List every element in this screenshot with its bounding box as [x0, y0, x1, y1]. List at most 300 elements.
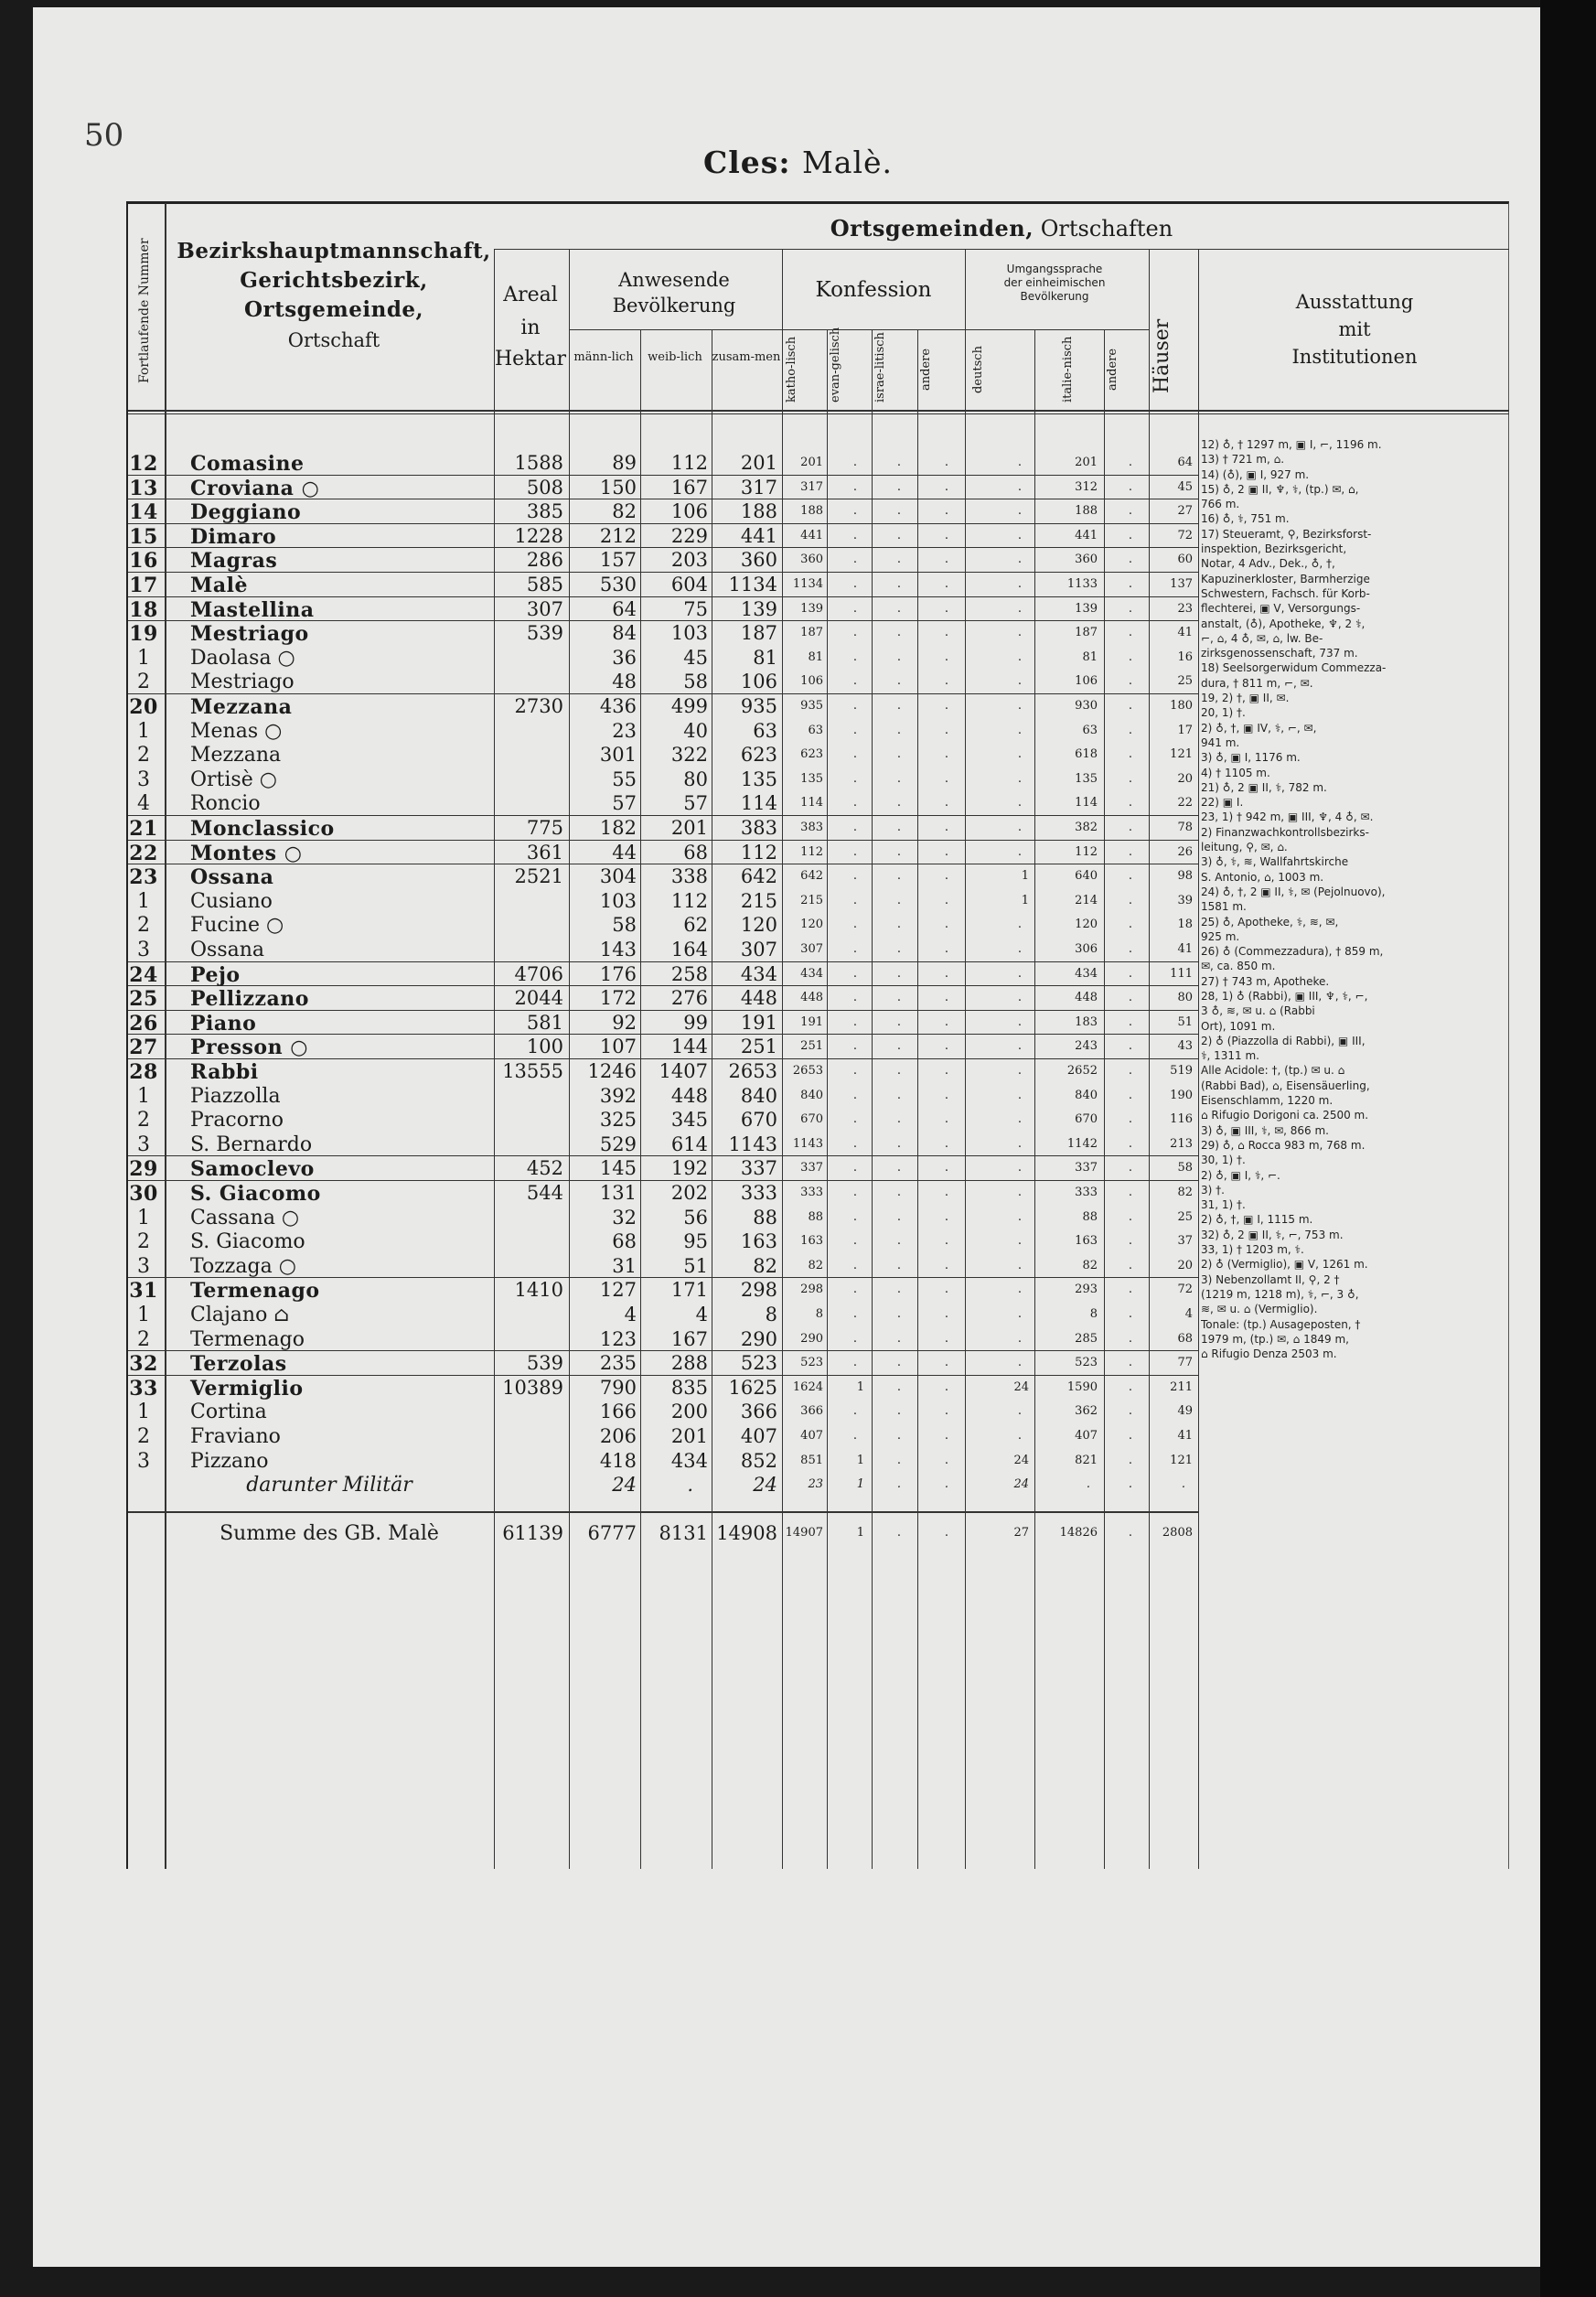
cell-it: 312 — [1075, 479, 1098, 494]
cell-m: 304 — [599, 865, 637, 888]
cell-de: 1 — [1021, 893, 1029, 907]
cell-t: 448 — [740, 987, 777, 1010]
row-number: 3 — [137, 1254, 150, 1278]
cell-kath: 360 — [800, 553, 823, 567]
cell-it: 188 — [1075, 504, 1098, 519]
cell-la: . — [1128, 1307, 1132, 1321]
cell-w: 8131 — [659, 1521, 708, 1544]
row-number: 30 — [129, 1182, 158, 1206]
cell-it: 8 — [1089, 1307, 1098, 1321]
cell-t: 163 — [740, 1230, 777, 1253]
cell-de: 1 — [1021, 869, 1029, 884]
row-number: 31 — [129, 1279, 158, 1304]
note-line: 3) ♁, ▣ I, 1176 m. — [1201, 751, 1301, 765]
header-areal-2: in — [520, 317, 541, 339]
place-name: Mestriago — [190, 622, 309, 647]
cell-m: 36 — [612, 646, 637, 669]
cell-m: 44 — [612, 841, 637, 864]
cell-w: 75 — [683, 597, 708, 620]
cell-and: . — [944, 844, 948, 859]
cell-it: 82 — [1082, 1258, 1098, 1272]
cell-it: 106 — [1075, 674, 1098, 689]
cell-isr: . — [896, 723, 901, 737]
cell-h: 80 — [1177, 991, 1193, 1005]
header-pop-2: Bevölkerung — [612, 295, 736, 317]
cell-it: 139 — [1075, 601, 1098, 616]
cell-and: . — [944, 577, 948, 591]
cell-and: . — [944, 1088, 948, 1102]
cell-h: 49 — [1177, 1404, 1193, 1419]
table-row — [0, 1401, 1596, 1425]
cell-t: 82 — [753, 1254, 777, 1277]
cell-isr: . — [896, 1039, 901, 1054]
note-line: Schwestern, Fachsch. für Korb- — [1201, 586, 1370, 600]
cell-w: 106 — [670, 500, 708, 523]
cell-and: . — [944, 674, 948, 689]
row-number: 1 — [137, 889, 150, 913]
cell-de: . — [1017, 1404, 1022, 1419]
cell-it: 930 — [1075, 699, 1098, 713]
note-line: 3) †. — [1201, 1183, 1225, 1197]
cell-kath: 114 — [800, 796, 823, 810]
row-number: 32 — [129, 1352, 158, 1377]
cell-la: . — [1128, 601, 1132, 616]
cell-w: 192 — [670, 1157, 708, 1180]
place-name: Samoclevo — [190, 1157, 315, 1182]
cell-de: . — [1017, 1356, 1022, 1370]
cell-it: 293 — [1075, 1283, 1098, 1297]
cell-m: 418 — [599, 1449, 637, 1472]
cell-h: 41 — [1177, 1429, 1193, 1443]
note-line: 14) (♁), ▣ I, 927 m. — [1201, 467, 1310, 481]
note-line: 29) ♁, ⌂ Rocca 983 m, 768 m. — [1201, 1138, 1366, 1152]
cell-w: 112 — [670, 889, 708, 912]
place-name: Mezzana — [190, 695, 293, 719]
cell-ev: . — [852, 723, 857, 737]
cell-m: 55 — [612, 767, 637, 790]
cell-and: . — [944, 1136, 948, 1151]
areal-value: 2730 — [514, 695, 563, 717]
header-evang: evan-gelisch — [829, 327, 842, 403]
cell-t: 81 — [753, 646, 777, 669]
cell-t: 139 — [740, 597, 777, 620]
place-name: Pejo — [190, 962, 241, 987]
cell-t: 8 — [765, 1304, 777, 1326]
cell-t: 523 — [740, 1352, 777, 1375]
cell-h: 180 — [1170, 699, 1193, 713]
cell-and: . — [944, 723, 948, 737]
cell-isr: . — [896, 674, 901, 689]
note-line: leitung, ⚲, ✉, ⌂. — [1201, 841, 1288, 854]
row-number: 23 — [129, 865, 158, 890]
note-line: 31, 1) †. — [1201, 1198, 1246, 1212]
cell-ev: . — [852, 796, 857, 810]
cell-t: 290 — [740, 1327, 777, 1350]
row-number: 26 — [129, 1011, 158, 1036]
row-number: 29 — [129, 1157, 158, 1182]
cell-it: 201 — [1075, 456, 1098, 469]
cell-t: 333 — [740, 1182, 777, 1204]
cell-w: . — [687, 1474, 693, 1497]
cell-de: . — [1017, 821, 1022, 834]
cell-it: 63 — [1082, 723, 1098, 737]
place-name: Rabbi — [190, 1060, 259, 1084]
cell-ev: . — [852, 966, 857, 981]
areal-value: 10389 — [502, 1376, 563, 1399]
cell-m: 436 — [599, 695, 637, 717]
cell-and: . — [944, 504, 948, 519]
cell-ev: . — [852, 991, 857, 1005]
cell-t: 670 — [740, 1109, 777, 1132]
cell-ev: . — [852, 674, 857, 689]
note-line: ✉, ca. 850 m. — [1201, 960, 1276, 973]
cell-and: . — [944, 991, 948, 1005]
cell-ev: . — [852, 1161, 857, 1175]
cell-t: 366 — [740, 1401, 777, 1423]
cell-and: . — [944, 1039, 948, 1054]
cell-h: 39 — [1177, 893, 1193, 907]
cell-de: . — [1017, 796, 1022, 810]
note-line: 28, 1) ♁ (Rabbi), ▣ III, ♆, ⚕, ⌐, — [1201, 989, 1368, 1003]
cell-w: 167 — [670, 476, 708, 499]
cell-it: 306 — [1075, 942, 1098, 956]
cell-h: 25 — [1177, 674, 1193, 689]
row-number: 3 — [137, 939, 150, 961]
areal-value: 775 — [526, 817, 563, 839]
cell-it: 640 — [1075, 869, 1098, 884]
cell-ev: . — [852, 918, 857, 932]
note-line: flechterei, ▣ V, Versorgungs- — [1201, 602, 1361, 616]
cell-t: 317 — [740, 476, 777, 499]
cell-de: . — [1017, 1136, 1022, 1151]
cell-kath: 188 — [800, 504, 823, 519]
table-row — [0, 1425, 1596, 1450]
cell-it: 337 — [1075, 1161, 1098, 1175]
areal-value: 452 — [526, 1157, 563, 1180]
place-name: Roncio — [190, 792, 261, 816]
cell-w: 1407 — [659, 1060, 708, 1082]
cell-kath: 112 — [800, 844, 823, 859]
cell-w: 203 — [670, 549, 708, 572]
cell-de: . — [1017, 991, 1022, 1005]
note-line: 4) † 1105 m. — [1201, 766, 1270, 779]
areal-value: 361 — [526, 841, 563, 864]
cell-de: . — [1017, 1234, 1022, 1249]
header-district-1: Bezirkshauptmannschaft, — [177, 239, 491, 263]
cell-h: 78 — [1177, 821, 1193, 834]
cell-isr: . — [896, 1379, 901, 1394]
cell-m: 6777 — [587, 1521, 637, 1544]
place-name: darunter Militär — [246, 1474, 412, 1497]
cell-and: . — [944, 601, 948, 616]
areal-value: 2521 — [514, 865, 563, 888]
cell-de: . — [1017, 699, 1022, 713]
cell-de: 24 — [1013, 1477, 1029, 1492]
place-name: Piazzolla — [190, 1084, 281, 1108]
cell-la: . — [1128, 966, 1132, 981]
cell-t: 434 — [740, 962, 777, 985]
cell-and: . — [944, 1307, 948, 1321]
cell-and: . — [944, 771, 948, 786]
cell-m: 84 — [612, 622, 637, 645]
note-line: 25) ♁, Apotheke, ⚕, ≋, ✉, — [1201, 915, 1339, 928]
cell-de: . — [1017, 966, 1022, 981]
cell-isr: . — [896, 553, 901, 567]
cell-de: . — [1017, 479, 1022, 494]
cell-m: 64 — [612, 597, 637, 620]
note-line: 3) ♁, ▣ III, ⚕, ✉, 866 m. — [1201, 1123, 1329, 1137]
cell-and: . — [944, 1525, 948, 1540]
cell-ev: . — [852, 528, 857, 542]
cell-and: . — [944, 1234, 948, 1249]
cell-kath: 81 — [808, 649, 823, 664]
cell-kath: 88 — [808, 1209, 823, 1224]
cell-isr: . — [896, 1477, 901, 1492]
cell-ev: . — [852, 1064, 857, 1078]
cell-w: 112 — [670, 452, 708, 474]
cell-w: 167 — [670, 1327, 708, 1350]
cell-t: 298 — [740, 1279, 777, 1302]
institutions-notes — [1201, 437, 1503, 1361]
cell-ev: . — [852, 1356, 857, 1370]
place-name: Malè — [190, 574, 248, 597]
place-name: Ossana — [190, 939, 265, 961]
cell-it: 448 — [1075, 991, 1098, 1005]
cell-it: 434 — [1075, 966, 1098, 981]
cell-isr: . — [896, 1429, 901, 1443]
cell-it: 14826 — [1059, 1525, 1098, 1540]
row-number: 4 — [137, 792, 150, 816]
header-areal-1: Areal — [503, 284, 558, 306]
row-number: 24 — [129, 962, 158, 987]
cell-h: 4 — [1184, 1307, 1193, 1321]
cell-de: . — [1017, 553, 1022, 567]
place-name: Cusiano — [190, 889, 273, 913]
cell-it: 523 — [1075, 1356, 1098, 1370]
cell-isr: . — [896, 577, 901, 591]
cell-m: 235 — [599, 1352, 637, 1375]
cell-la: . — [1128, 723, 1132, 737]
place-name: Cassana ○ — [190, 1206, 300, 1229]
cell-kath: 298 — [800, 1283, 823, 1297]
header-group-main: Ortsgemeinden, — [830, 215, 1034, 242]
cell-de: . — [1017, 1307, 1022, 1321]
note-line: zirksgenossenschaft, 737 m. — [1201, 647, 1358, 660]
cell-la: . — [1128, 1064, 1132, 1078]
note-line: Kapuzinerkloster, Barmherzige — [1201, 572, 1370, 585]
cell-la: . — [1128, 1525, 1132, 1540]
cell-kath: 337 — [800, 1161, 823, 1175]
note-line: ⌐, ⌂, 4 ♁, ✉, ⌂, lw. Be- — [1201, 631, 1323, 645]
cell-t: 63 — [753, 719, 777, 742]
cell-kath: 163 — [800, 1234, 823, 1249]
place-name: Clajano ⌂ — [190, 1304, 290, 1326]
cell-h: 25 — [1177, 1209, 1193, 1224]
header-lang-3: Bevölkerung — [1020, 290, 1089, 303]
table-row — [0, 1474, 1596, 1498]
cell-de: . — [1017, 723, 1022, 737]
cell-and: . — [944, 893, 948, 907]
note-line: (Rabbi Bad), ⌂, Eisensäuerling, — [1201, 1079, 1370, 1092]
cell-kath: 307 — [800, 942, 823, 956]
row-number: 27 — [129, 1036, 158, 1060]
cell-kath: 851 — [800, 1453, 823, 1467]
areal-value: 13555 — [502, 1060, 563, 1082]
cell-h: 27 — [1177, 504, 1193, 519]
cell-and: . — [944, 1186, 948, 1199]
cell-t: 114 — [740, 792, 777, 815]
cell-ev: . — [852, 1429, 857, 1443]
cell-kath: 1134 — [792, 577, 823, 591]
cell-kath: 523 — [800, 1356, 823, 1370]
cell-isr: . — [896, 1064, 901, 1078]
cell-kath: 441 — [800, 528, 823, 542]
cell-isr: . — [896, 869, 901, 884]
cell-and: . — [944, 1209, 948, 1224]
cell-h: 20 — [1177, 1258, 1193, 1272]
cell-w: 229 — [670, 524, 708, 547]
cell-w: 288 — [670, 1352, 708, 1375]
cell-t: 106 — [740, 671, 777, 693]
cell-it: 183 — [1075, 1014, 1098, 1029]
row-number: 1 — [137, 1401, 150, 1424]
cell-ev: . — [852, 601, 857, 616]
cell-t: 201 — [740, 452, 777, 474]
cell-ev: . — [852, 626, 857, 640]
cell-kath: 1143 — [792, 1136, 823, 1151]
cell-de: . — [1017, 771, 1022, 786]
cell-h: 77 — [1177, 1356, 1193, 1370]
cell-m: 1246 — [587, 1060, 637, 1082]
cell-isr: . — [896, 1234, 901, 1249]
cell-it: 81 — [1082, 649, 1098, 664]
cell-and: . — [944, 626, 948, 640]
cell-de: . — [1017, 504, 1022, 519]
cell-t: 14908 — [716, 1521, 777, 1544]
areal-value: 100 — [526, 1036, 563, 1058]
cell-kath: 23 — [808, 1477, 823, 1492]
page-number: 50 — [84, 117, 124, 154]
cell-m: 206 — [599, 1425, 637, 1447]
cell-it: . — [1086, 1477, 1090, 1492]
cell-kath: 191 — [800, 1014, 823, 1029]
cell-la: . — [1128, 479, 1132, 494]
cell-ev: . — [852, 1258, 857, 1272]
table-row — [0, 1450, 1596, 1475]
cell-ev: . — [852, 893, 857, 907]
cell-la: . — [1128, 649, 1132, 664]
row-number: 3 — [137, 1132, 150, 1156]
row-number: 3 — [137, 767, 150, 791]
cell-kath: 201 — [800, 456, 823, 469]
cell-la: . — [1128, 1429, 1132, 1443]
cell-la: . — [1128, 821, 1132, 834]
cell-m: 82 — [612, 500, 637, 523]
cell-and: . — [944, 1112, 948, 1127]
cell-ev: . — [852, 504, 857, 519]
cell-kath: 407 — [800, 1429, 823, 1443]
cell-h: 60 — [1177, 553, 1193, 567]
cell-h: 43 — [1177, 1039, 1193, 1054]
cell-w: 202 — [670, 1182, 708, 1204]
cell-de: . — [1017, 1283, 1022, 1297]
cell-isr: . — [896, 479, 901, 494]
cell-w: 56 — [683, 1206, 708, 1229]
note-line: 2) Finanzwachkontrollsbezirks- — [1201, 825, 1369, 839]
cell-t: 1625 — [728, 1376, 777, 1399]
note-line: 1979 m, (tp.) ✉, ⌂ 1849 m, — [1201, 1332, 1349, 1346]
cell-ev: . — [852, 1331, 857, 1346]
cell-m: 92 — [612, 1011, 637, 1034]
cell-h: 20 — [1177, 771, 1193, 786]
cell-and: . — [944, 1283, 948, 1297]
place-name: Presson ○ — [190, 1036, 308, 1060]
cell-ev: . — [852, 821, 857, 834]
cell-w: 95 — [683, 1230, 708, 1253]
cell-isr: . — [896, 1161, 901, 1175]
cell-la: . — [1128, 771, 1132, 786]
cell-m: 48 — [612, 671, 637, 693]
note-line: 2) ♁, ▣ I, ⚕, ⌐. — [1201, 1168, 1280, 1182]
cell-la: . — [1128, 1477, 1132, 1492]
cell-w: 58 — [683, 671, 708, 693]
cell-la: . — [1128, 699, 1132, 713]
cell-de: . — [1017, 1429, 1022, 1443]
place-name: Comasine — [190, 452, 305, 476]
cell-ev: . — [852, 1112, 857, 1127]
cell-isr: . — [896, 918, 901, 932]
cell-ev: . — [852, 1039, 857, 1054]
cell-de: . — [1017, 1161, 1022, 1175]
row-number: 28 — [129, 1060, 158, 1084]
cell-m: 176 — [599, 962, 637, 985]
cell-m: 31 — [612, 1254, 637, 1277]
cell-kath: 935 — [800, 699, 823, 713]
cell-ev: . — [852, 553, 857, 567]
row-number: 22 — [129, 841, 158, 865]
cell-and: . — [944, 649, 948, 664]
cell-and: . — [944, 1429, 948, 1443]
place-name: Menas ○ — [190, 719, 283, 743]
note-line: 27) † 743 m, Apotheke. — [1201, 974, 1330, 988]
header-conf-other: andere — [919, 348, 933, 392]
cell-isr: . — [896, 821, 901, 834]
note-line: 12) ♁, † 1297 m, ▣ I, ⌐, 1196 m. — [1201, 438, 1382, 451]
cell-la: . — [1128, 1234, 1132, 1249]
cell-t: 187 — [740, 622, 777, 645]
cell-h: 72 — [1177, 1283, 1193, 1297]
cell-t: 1134 — [728, 574, 777, 596]
areal-value: 1410 — [514, 1279, 563, 1302]
cell-isr: . — [896, 601, 901, 616]
cell-and: . — [944, 1064, 948, 1078]
note-line: ⚕, 1311 m. — [1201, 1049, 1259, 1063]
row-number: 16 — [129, 549, 158, 574]
cell-isr: . — [896, 699, 901, 713]
cell-isr: . — [896, 1014, 901, 1029]
row-number: 1 — [137, 646, 150, 670]
note-line: 30, 1) †. — [1201, 1154, 1246, 1167]
areal-value: 2044 — [514, 987, 563, 1010]
cell-w: 835 — [670, 1376, 708, 1399]
areal-value: 539 — [526, 1352, 563, 1375]
areal-value: 61139 — [502, 1521, 563, 1544]
cell-h: 18 — [1177, 918, 1193, 932]
cell-h: 137 — [1170, 577, 1193, 591]
cell-ev: 1 — [856, 1477, 864, 1492]
cell-t: 120 — [740, 914, 777, 937]
row-rule — [128, 1511, 1198, 1513]
